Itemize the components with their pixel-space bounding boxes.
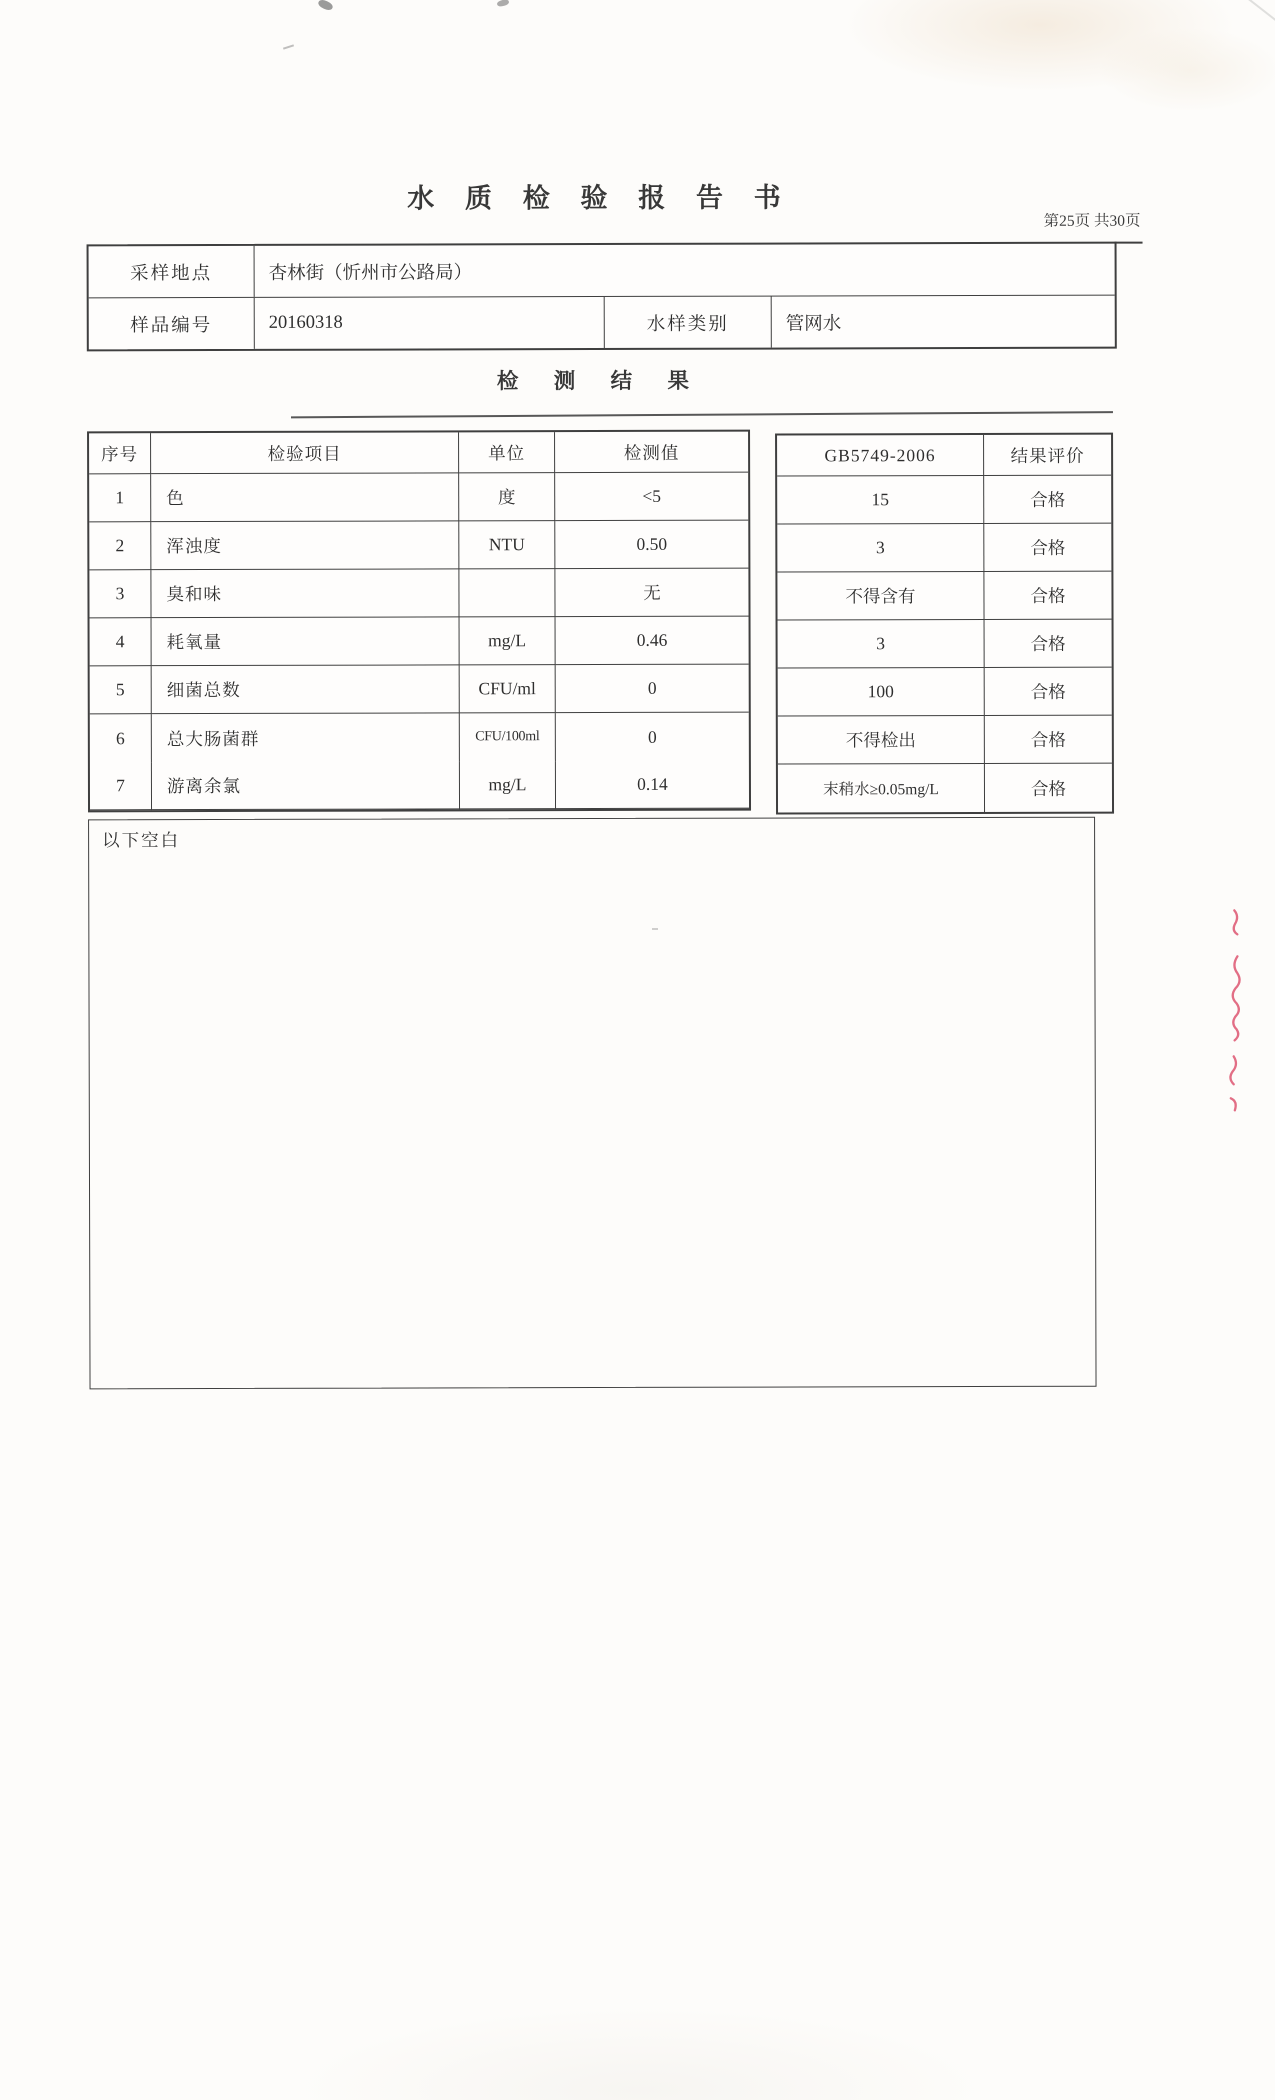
- row-value: 0.50: [555, 521, 748, 570]
- row-unit: mg/L: [460, 761, 556, 809]
- blank-note: 以下空白: [102, 830, 181, 851]
- water-type-value: 管网水: [785, 313, 842, 335]
- row-value: <5: [555, 473, 748, 522]
- row-no: 6: [90, 714, 152, 762]
- row-standard: 不得含有: [777, 572, 984, 621]
- row-standard: 3: [778, 620, 985, 669]
- row-no: 2: [89, 522, 151, 570]
- water-type-label: 水样类别: [605, 297, 772, 348]
- header-unit: 单位: [459, 432, 555, 473]
- blank-area-box: [88, 817, 1096, 1390]
- row-standard: 末稍水≥0.05mg/L: [778, 764, 985, 813]
- row-unit: mg/L: [460, 617, 556, 665]
- section-title: 检 测 结 果: [496, 368, 704, 394]
- table-top-rule-extension: [1115, 242, 1143, 244]
- sample-no-value: 20160318: [255, 297, 605, 349]
- location-value: 杏林街（忻州市公路局）: [268, 262, 473, 284]
- row-unit: CFU/100ml: [460, 713, 556, 761]
- row-unit: 度: [459, 473, 555, 521]
- row-standard: 3: [777, 524, 984, 573]
- row-evaluation: 合格: [985, 620, 1112, 668]
- report-title: 水 质 检 验 报 告 书: [407, 182, 793, 214]
- row-item: 色: [151, 473, 459, 522]
- row-no: 4: [90, 618, 152, 666]
- row-item: 耗氧量: [152, 617, 460, 666]
- row-item: 总大肠菌群: [152, 713, 460, 762]
- row-standard: 不得检出: [778, 716, 985, 765]
- header-item: 检验项目: [151, 432, 459, 474]
- location-label: 采样地点: [89, 246, 255, 297]
- sample-no-label: 样品编号: [89, 298, 255, 349]
- row-item: 浑浊度: [151, 521, 459, 570]
- row-value: 0: [647, 726, 657, 747]
- row-evaluation: 合格: [1030, 778, 1066, 799]
- row-item: 臭和味: [151, 569, 459, 618]
- row-item: 游离余氯: [152, 761, 460, 810]
- scan-smudge: [652, 928, 658, 930]
- page-number: 第25页 共30页: [1043, 212, 1141, 230]
- row-value: 0.14: [556, 761, 749, 810]
- row-evaluation: 合格: [985, 716, 1112, 764]
- row-unit: [459, 569, 555, 617]
- row-no: 7: [90, 762, 152, 810]
- header-value: 检测值: [555, 432, 748, 474]
- row-item: 细菌总数: [152, 665, 460, 714]
- row-no: 3: [89, 570, 151, 618]
- header-standard: GB5749-2006: [777, 435, 984, 477]
- row-evaluation: 合格: [984, 572, 1111, 620]
- results-table-main: [87, 430, 751, 813]
- red-ink-marks: [1208, 898, 1259, 1123]
- sample-info-row-location: [89, 244, 1115, 298]
- sample-info-table: [87, 242, 1117, 352]
- scan-double-rule-artifact: [291, 411, 1113, 418]
- row-value: 0.46: [556, 617, 749, 666]
- row-standard: 15: [777, 476, 984, 525]
- row-evaluation: 合格: [984, 476, 1111, 524]
- results-table-standard: [775, 433, 1114, 815]
- header-evaluation: 结果评价: [984, 435, 1111, 476]
- row-no: 1: [89, 474, 151, 522]
- row-value: 0: [556, 665, 749, 714]
- row-unit: CFU/ml: [460, 665, 556, 713]
- row-unit: NTU: [459, 521, 555, 569]
- row-evaluation: 合格: [985, 668, 1112, 716]
- row-evaluation: 合格: [984, 524, 1111, 572]
- row-value: 无: [555, 569, 748, 618]
- header-no: 序号: [89, 433, 151, 474]
- row-no: 5: [90, 666, 152, 714]
- row-standard: 100: [778, 668, 985, 717]
- sample-info-row-number: [89, 295, 1115, 350]
